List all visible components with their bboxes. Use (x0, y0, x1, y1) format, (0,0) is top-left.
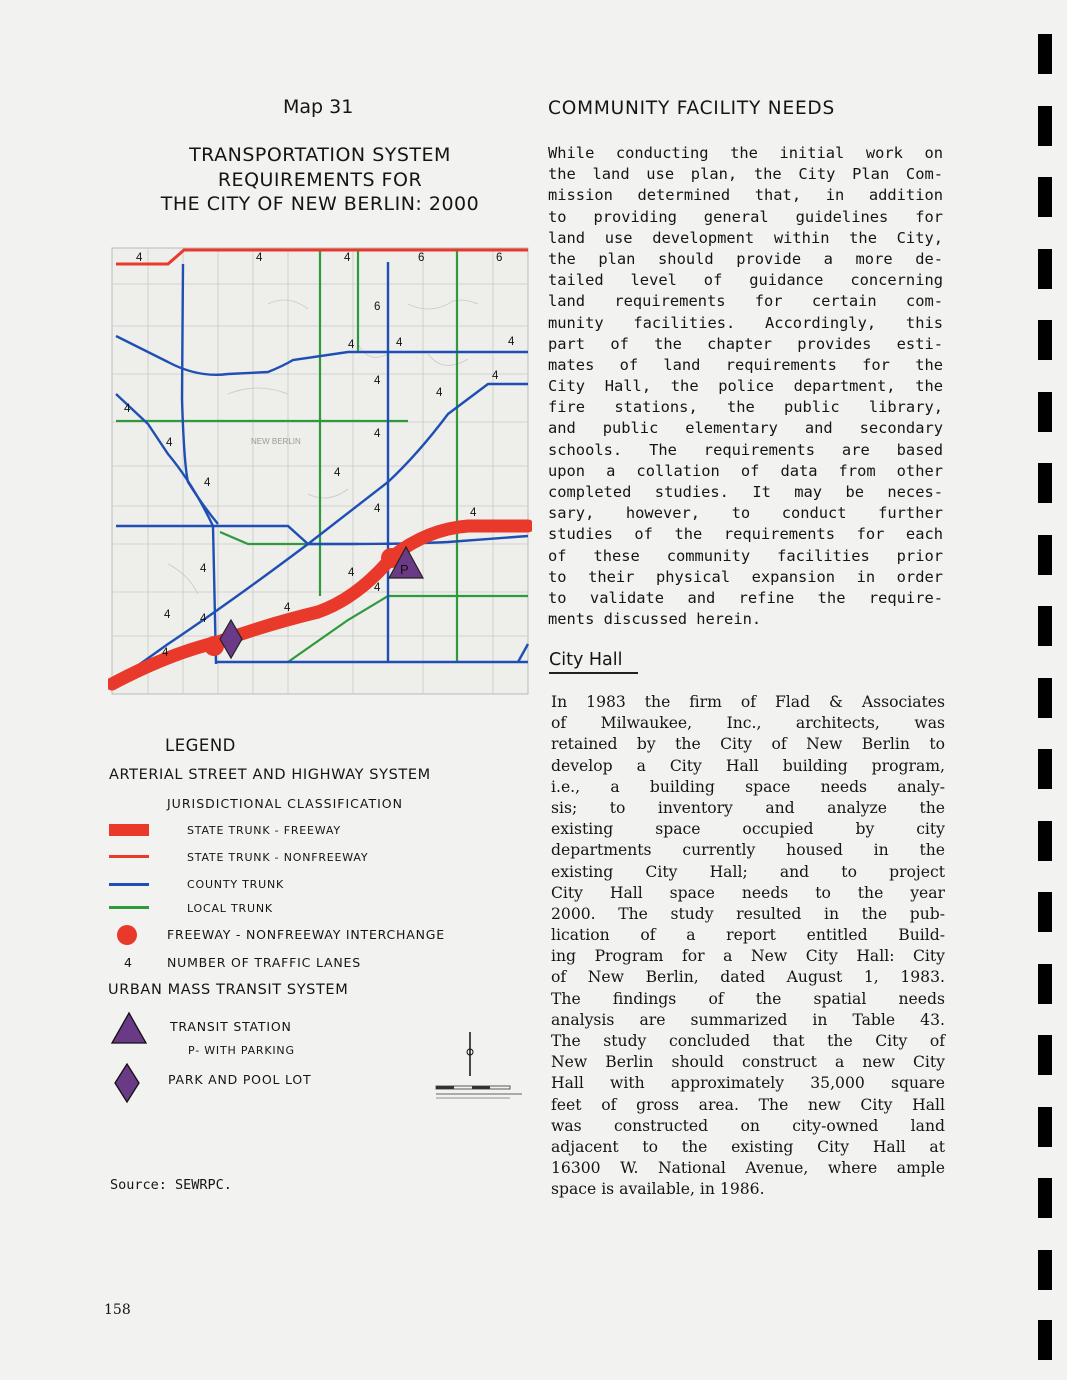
transit-station-letter: P (400, 562, 409, 577)
subheading-underline (549, 672, 638, 674)
text-line: 2000. The study resulted in the pub- (551, 904, 945, 923)
lane-label: 4 (374, 503, 381, 515)
text-line: mission determined that, in addition (548, 186, 943, 205)
text-line: of these community facilities prior (548, 546, 943, 565)
legend-arterial-heading: ARTERIAL STREET AND HIGHWAY SYSTEM (109, 767, 431, 783)
lane-label: 4 (204, 477, 211, 489)
binder-mark (1038, 1035, 1052, 1075)
text-line: departments currently housed in the (551, 841, 945, 860)
text-line: existing City Hall; and to project (551, 862, 945, 881)
text-line: and public elementary and secondary (548, 419, 943, 438)
text-line: lication of a report entitled Build- (551, 926, 945, 945)
text-line: the land use plan, the City Plan Com- (548, 165, 943, 184)
text-line: develop a City Hall building program, (551, 756, 945, 775)
text-line: existing space occupied by city (551, 820, 945, 839)
freeway-swatch (109, 824, 149, 836)
transit-station-icon (110, 1010, 150, 1046)
text-line: tailed level of guidance concerning (548, 271, 943, 290)
binder-mark (1038, 1320, 1052, 1360)
legend-lanes-symbol: 4 (124, 955, 133, 970)
text-line: munity facilities. Accordingly, this (548, 313, 943, 332)
legend-transit-station-label: TRANSIT STATION (170, 1019, 292, 1034)
lane-label: 6 (496, 252, 503, 264)
lane-label: 4 (124, 403, 131, 415)
text-line: City Hall space needs to the year (551, 883, 945, 902)
legend-interchange-label: FREEWAY - NONFREEWAY INTERCHANGE (167, 927, 445, 942)
text-line: fire stations, the public library, (548, 398, 943, 417)
text-line: 16300 W. National Avenue, where ample (551, 1159, 945, 1178)
binder-mark (1038, 463, 1052, 503)
text-line: to providing general guidelines for (548, 207, 943, 226)
park-and-pool-icon (114, 1062, 142, 1104)
lane-label: 4 (374, 375, 381, 387)
lane-label: 4 (284, 602, 291, 614)
lane-label: 4 (436, 387, 443, 399)
text-line: The findings of the spatial needs (551, 989, 945, 1008)
lane-label: 4 (334, 467, 341, 479)
text-line: New Berlin should construct a new City (551, 1053, 945, 1072)
map-place-label: NEW BERLIN (251, 437, 301, 446)
binder-mark (1038, 34, 1052, 74)
text-line: upon a collation of data from other (548, 461, 943, 480)
binder-mark (1038, 177, 1052, 217)
text-line: to their physical expansion in order (548, 567, 943, 586)
local-trunk-swatch (109, 906, 149, 909)
text-line: land use development within the City, (548, 228, 943, 247)
text-line: ments discussed herein. (548, 610, 762, 629)
text-line: In 1983 the firm of Flad & Associates (551, 693, 945, 711)
lane-label: 4 (164, 609, 171, 621)
text-line: i.e., a building space needs analy- (551, 777, 945, 796)
lane-label: 4 (200, 563, 207, 575)
binder-mark (1038, 749, 1052, 789)
page-number: 158 (104, 1302, 131, 1318)
legend-lanes-label: NUMBER OF TRAFFIC LANES (167, 955, 361, 970)
legend-park-pool-label: PARK AND POOL LOT (168, 1072, 312, 1087)
lane-label: 4 (492, 370, 499, 382)
legend-jurisdiction-heading: JURISDICTIONAL CLASSIFICATION (167, 796, 403, 811)
legend-parking-label: P- WITH PARKING (188, 1044, 295, 1057)
source-note: Source: SEWRPC. (110, 1177, 232, 1193)
north-arrow-scale-icon (432, 1030, 527, 1106)
text-line: was constructed on city-owned land (551, 1116, 945, 1135)
binder-mark (1038, 1178, 1052, 1218)
county-trunk-swatch (109, 883, 149, 886)
binder-mark (1038, 320, 1052, 360)
lane-label: 4 (374, 428, 381, 440)
lane-label: 4 (508, 336, 515, 348)
legend-item-label: LOCAL TRUNK (187, 902, 273, 915)
map-number: Map 31 (283, 96, 354, 118)
transportation-map (108, 244, 532, 700)
lane-label: 4 (470, 507, 477, 519)
lane-label: 4 (374, 582, 381, 594)
text-line: studies of the requirements for each (548, 525, 943, 544)
binder-mark (1038, 892, 1052, 932)
lane-label: 4 (396, 337, 403, 349)
lane-label: 4 (166, 437, 173, 449)
lane-label: 4 (200, 613, 207, 625)
text-line: Hall with approximately 35,000 square (551, 1074, 945, 1093)
map-title-line: REQUIREMENTS FOR (217, 168, 423, 191)
text-line: City Hall, the police department, the (548, 377, 943, 396)
binder-mark (1038, 1107, 1052, 1147)
interchange-swatch (117, 925, 137, 945)
map-title-line: TRANSPORTATION SYSTEM (189, 144, 451, 166)
lane-label: 4 (344, 252, 351, 264)
text-line: The study concluded that the City of (551, 1032, 945, 1050)
lane-label: 6 (418, 252, 425, 264)
text-line: to validate and refine the require- (548, 588, 943, 607)
text-line: retained by the City of New Berlin to (551, 735, 945, 754)
map-title-line: THE CITY OF NEW BERLIN: 2000 (160, 193, 480, 215)
section-heading: COMMUNITY FACILITY NEEDS (548, 98, 836, 119)
map-title (110, 143, 530, 217)
binder-mark (1038, 964, 1052, 1004)
text-line: part of the chapter provides esti- (548, 334, 943, 353)
binder-mark (1038, 392, 1052, 432)
paragraph-community-facility-needs (548, 143, 943, 630)
text-line: the plan should provide a more de- (548, 249, 943, 268)
text-line: adjacent to the existing City Hall at (551, 1137, 945, 1156)
text-line: schools. The requirements are based (548, 440, 943, 459)
subheading-city-hall: City Hall (549, 650, 623, 670)
paragraph-city-hall (551, 692, 945, 1201)
binder-mark (1038, 1250, 1052, 1290)
text-line: land requirements for certain com- (548, 292, 943, 311)
text-line: While conducting the initial work on (548, 144, 943, 162)
text-line: feet of gross area. The new City Hall (551, 1095, 945, 1114)
legend-transit-heading: URBAN MASS TRANSIT SYSTEM (108, 982, 349, 998)
text-line: ing Program for a New City Hall: City (551, 947, 945, 966)
legend-item-label: STATE TRUNK - FREEWAY (187, 824, 341, 837)
lane-label: 6 (374, 301, 381, 313)
lane-label: 4 (348, 339, 355, 351)
binder-mark (1038, 821, 1052, 861)
text-line: space is available, in 1986. (551, 1180, 765, 1199)
binder-mark (1038, 678, 1052, 718)
text-line: completed studies. It may be neces- (548, 483, 943, 501)
lane-label: 4 (162, 647, 169, 659)
binder-mark (1038, 249, 1052, 289)
legend-item-label: STATE TRUNK - NONFREEWAY (187, 851, 369, 864)
text-line: sis; to inventory and analyze the (551, 798, 945, 817)
text-line: of New Berlin, dated August 1, 1983. (551, 968, 945, 987)
nonfreeway-swatch (109, 855, 149, 858)
text-line: mates of land requirements for the (548, 355, 943, 374)
lane-label: 4 (256, 252, 263, 264)
lane-label: 4 (348, 567, 355, 579)
text-line: analysis are summarized in Table 43. (551, 1010, 945, 1029)
text-line: of Milwaukee, Inc., architects, was (551, 714, 945, 733)
binder-mark (1038, 535, 1052, 575)
legend-title: LEGEND (165, 736, 236, 755)
text-line: sary, however, to conduct further (548, 504, 943, 523)
binder-mark (1038, 606, 1052, 646)
binder-mark (1038, 106, 1052, 146)
legend-item-label: COUNTY TRUNK (187, 878, 285, 891)
lane-label: 4 (136, 252, 143, 264)
